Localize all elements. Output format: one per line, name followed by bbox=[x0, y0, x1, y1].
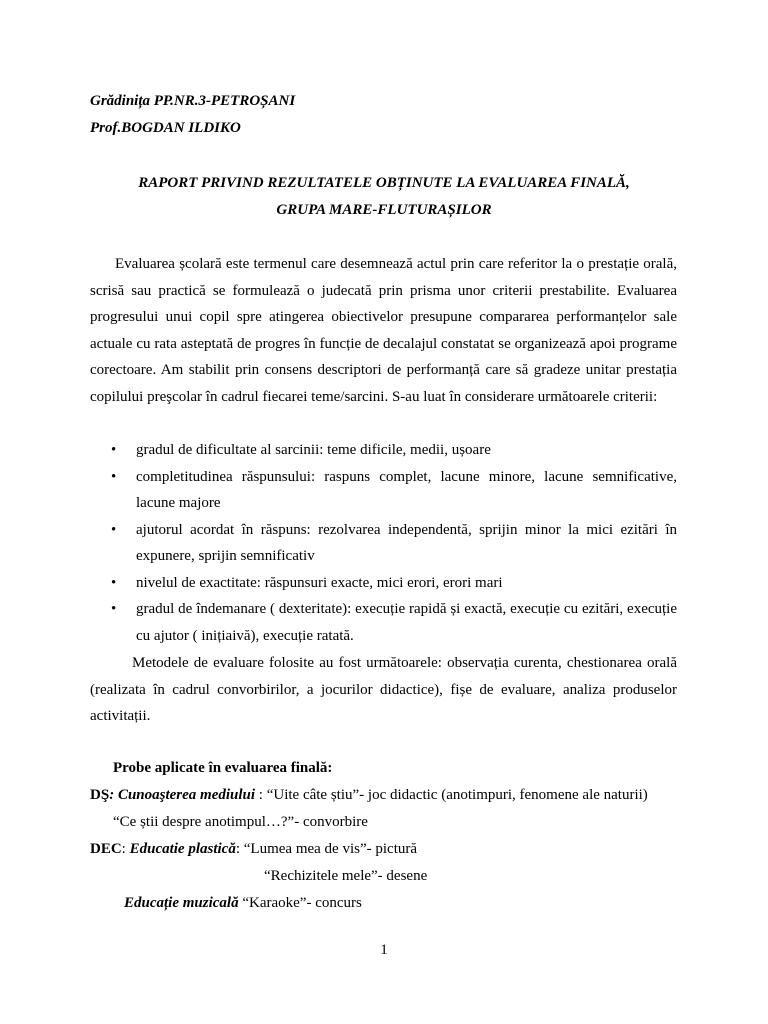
music-item: “Karaoke”- concurs bbox=[238, 895, 362, 911]
report-title-line2: GRUPA MARE-FLUTURAȘILOR bbox=[276, 202, 492, 218]
dec-item: : “Lumea mea de vis”- pictură bbox=[235, 841, 418, 857]
list-item: • nivelul de exactitate: răspunsuri exacte, mici erori, erori mari bbox=[90, 570, 677, 597]
bullet-icon: • bbox=[111, 521, 117, 538]
teacher-name: Prof.BOGDAN ILDIKO bbox=[90, 120, 241, 136]
bullet-icon: • bbox=[111, 601, 117, 617]
report-title-line1: RAPORT PRIVIND REZULTATELE OBȚINUTE LA EVALUAREA FINALĂ, bbox=[138, 175, 630, 191]
page-number: 1 bbox=[380, 942, 388, 958]
dec-subject: Educatie plastică bbox=[129, 841, 236, 857]
bullet-icon: • bbox=[111, 468, 117, 485]
dec-item-2: “Rechizitele mele”- desene bbox=[264, 868, 428, 884]
probes-heading: Probe aplicate în evaluarea finală: bbox=[113, 760, 333, 776]
dec-label: DEC bbox=[90, 841, 122, 857]
music-line bbox=[124, 895, 362, 912]
list-item: • gradul de dificultate al sarcinii: teme dificile, medii, ușoare bbox=[90, 437, 677, 464]
music-subject: Educație muzicală bbox=[124, 895, 239, 911]
ds-subject: Cunoaşterea mediului bbox=[117, 787, 256, 803]
ds-item: : “Uite câte știu”- joc didactic (anotimpuri, fenomene ale naturii) bbox=[255, 787, 648, 803]
intro-paragraph: Evaluarea școlară este termenul care desemnează actul prin care referitor la o prestație orală, scrisă sau practică se formulează o judecată prin prisma unor criterii prestabilite. Evaluarea progresului unui copil spre atingerea obiectivelor presupune compararea performanțelor sale actuale cu rata asteptată de progres în funcție de decalajul constatat se organizează apoi programe corectoare. Am stabilit prin consens descriptori de performanță care să gradeze unitar prestația copilului preşcolar în cadrul fiecarei teme/sarcini. S-au luat în considerare următoarele criterii: bbox=[90, 256, 677, 405]
ds-label: DŞ bbox=[90, 787, 110, 803]
ds-line: DŞ: Cunoaşterea mediului : “Uite câte știu”- joc didactic (anotimpuri, fenomene ale naturii) bbox=[90, 787, 648, 803]
list-item: • ajutorul acordat în răspuns: rezolvarea independentă, sprijin minor la mici ezitări în expunere, sprijin semnificativ bbox=[90, 517, 677, 570]
ds-item-2: “Ce știi despre anotimpul…?”- convorbire bbox=[113, 814, 368, 830]
list-item: • gradul de îndemanare ( dexteritate): execuție rapidă și exactă, execuție cu ezitări, execuție cu ajutor ( inițiaivă), execuție ratată. bbox=[90, 596, 677, 649]
list-item: • completitudinea răspunsului: raspuns complet, lacune minore, lacune semnificative, lacune majore bbox=[90, 464, 677, 517]
institution-name: Grădinița PP.NR.3-PETROȘANI bbox=[90, 93, 296, 109]
dec-line: DEC: Educatie plastică: “Lumea mea de vis”- pictură bbox=[90, 841, 418, 857]
criteria-list bbox=[90, 437, 677, 649]
bullet-icon: • bbox=[111, 442, 117, 458]
bullet-icon: • bbox=[111, 574, 117, 591]
methods-paragraph: Metodele de evaluare folosite au fost următoarele: observația curenta, chestionarea orală (realizata în cadrul convorbirilor, a jocurilor didactice), fișe de evaluare, analiza produselor activitații. bbox=[90, 655, 677, 724]
